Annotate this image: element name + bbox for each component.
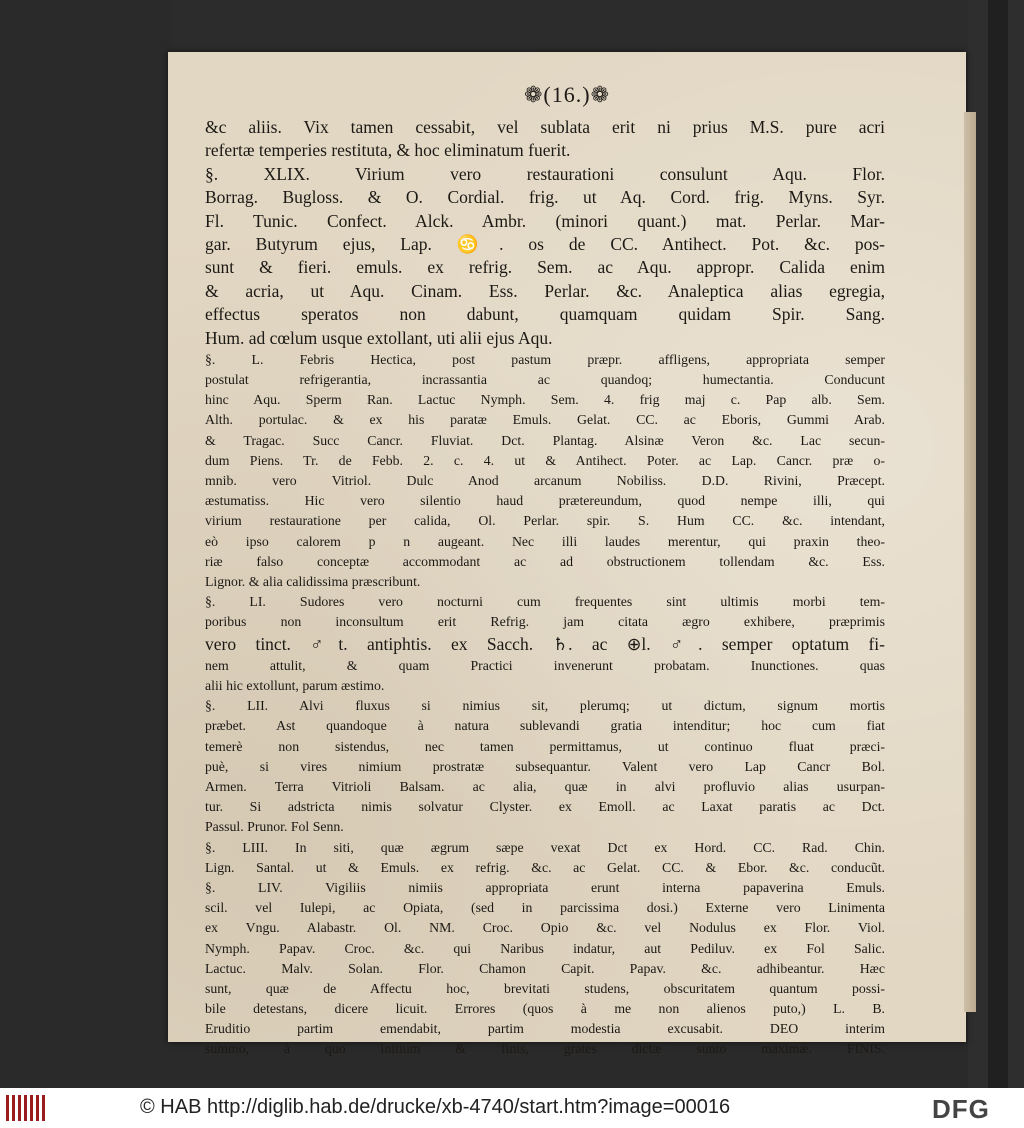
text-line: Lignor. & alia calidissima præscribunt. — [205, 573, 421, 589]
scanner-background-top — [172, 0, 968, 54]
text-line: Eruditio partim emendabit, partim modestia excusabit. DEO interim — [205, 1021, 885, 1037]
scanner-frame — [988, 0, 1008, 1088]
text-line: Borrag. Bugloss. & O. Cordial. frig. ut Aq. Cord. frig. Myns. Syr. — [205, 187, 885, 208]
text-line: postulat refrigerantia, incrassantia ac quandoq; humectantia. Conducunt — [205, 372, 885, 388]
text-line: virium restauratione per calida, Ol. Perlar. spir. S. Hum CC. &c. intendant, — [205, 513, 885, 529]
text-line: §. LIII. In siti, quæ ægrum sæpe vexat Dct ex Hord. CC. Rad. Chin. — [205, 839, 885, 855]
text-line: scil. vel Iulepi, ac Opiata, (sed in parcissima dosi.) Externe vero Linimenta — [205, 900, 885, 916]
text-line: effectus speratos non dabunt, quamquam quidam Spir. Sang. — [205, 304, 885, 325]
text-line: bile detestans, dicere licuit. Errores (quos à me non alienos puto,) L. B. — [205, 1001, 885, 1017]
text-line: & acria, ut Aqu. Cinam. Ess. Perlar. &c. Analeptica alias egregia, — [205, 280, 885, 301]
text-line: §. XLIX. Virium vero restaurationi consulunt Aqu. Flor. — [205, 163, 885, 184]
text-line: Passul. Prunor. Fol Senn. — [205, 819, 344, 835]
text-line: nem attulit, & quam Practici invenerunt probatam. Inunctiones. quas — [205, 657, 885, 673]
text-line: §. L. Febris Hectica, post pastum præpr. affligens, appropriata semper — [205, 351, 885, 367]
text-line: tur. Si adstricta nimis solvatur Clyster. ex Emoll. ac Laxat paratis ac Dct. — [205, 799, 885, 815]
text-line: vero tinct. ♂t. antiphtis. ex Sacch. ♄. ac ⊕l. ♂. semper optatum fi- — [205, 633, 885, 654]
page-number-header: ❁(16.)❁ — [523, 82, 611, 107]
text-line: ex Vngu. Alabastr. Ol. NM. Croc. Opio &c. vel Nodulus ex Flor. Viol. — [205, 920, 885, 936]
text-line: sunt, quæ de Affectu hoc, brevitati studens, obscuritatem quantum possi- — [205, 980, 885, 996]
text-line: præbet. Ast quandoque à natura sublevandi gratia intenditur; hoc cum fiat — [205, 718, 885, 734]
page-text-block — [205, 116, 885, 1060]
text-line: Lactuc. Malv. Solan. Flor. Chamon Capit. Papav. &c. adhibeantur. Hæc — [205, 960, 885, 976]
text-line: & Tragac. Succ Cancr. Fluviat. Dct. Plantag. Alsinæ Veron &c. Lac secun- — [205, 432, 885, 448]
text-line: summo, à quo initium & finis, grates dictæ sunto maximæ. FINIS. — [205, 1041, 885, 1057]
text-line: §. LI. Sudores vero nocturni cum frequentes sint ultimis morbi tem- — [205, 594, 885, 610]
hab-logo-icon — [4, 1092, 46, 1124]
text-line: §. LII. Alvi fluxus si nimius sit, plerumq; ut dictum, signum mortis — [205, 698, 885, 714]
dfg-logo: DFG — [932, 1094, 990, 1124]
text-line: hinc Aqu. Sperm Ran. Lactuc Nymph. Sem. 4. frig maj c. Pap alb. Sem. — [205, 392, 885, 408]
text-line: temerè non sistendus, nec tamen permittamus, ut continuo fluat præci- — [205, 738, 885, 754]
text-line: eò ipso calorem p n augeant. Nec illi laudes merentur, qui praxin theo- — [205, 533, 885, 549]
text-line: sunt & fieri. emuls. ex refrig. Sem. ac Aqu. appropr. Calida enim — [205, 257, 885, 278]
scanner-background-left — [0, 0, 172, 1088]
text-line: Nymph. Papav. Croc. &c. qui Naribus indatur, aut Pediluv. ex Fol Salic. — [205, 940, 885, 956]
text-line: Alth. portulac. & ex his paratæ Emuls. Gelat. CC. ac Eboris, Gummi Arab. — [205, 412, 885, 428]
text-line: refertæ temperies restituta, & hoc eliminatum fuerit. — [205, 140, 571, 161]
text-line: riæ falso conceptæ accommodant ac ad obstructionem tollendam &c. Ess. — [205, 553, 885, 569]
text-line: gar. Butyrum ejus, Lap. ♋. os de CC. Antihect. Pot. &c. pos- — [205, 233, 885, 254]
text-line: Hum. ad cœlum usque extollant, uti alii ejus Aqu. — [205, 327, 553, 348]
text-line: puè, si vires nimium prostratæ subsequantur. Valent vero Lap Cancr Bol. — [205, 758, 885, 774]
text-line: dum Piens. Tr. de Febb. 2. c. 4. ut & Antihect. Poter. ac Lap. Cancr. præ o- — [205, 452, 885, 468]
text-line: Fl. Tunic. Confect. Alck. Ambr. (minori quant.) mat. Perlar. Mar- — [205, 210, 885, 231]
text-line: alii hic extollunt, parum æstimo. — [205, 678, 385, 694]
text-line: &c aliis. Vix tamen cessabit, vel sublata erit ni prius M.S. pure acri — [205, 117, 885, 137]
copyright-url: © HAB http://diglib.hab.de/drucke/xb-4740/start.htm?image=00016 — [140, 1096, 731, 1118]
text-line: §. LIV. Vigiliis nimiis appropriata erunt interna papaverina Emuls. — [205, 879, 885, 895]
text-line: Armen. Terra Vitrioli Balsam. ac alia, quæ in alvi profluvio alias usurpan- — [205, 779, 885, 795]
text-line: mnib. vero Vitriol. Dulc Anod arcanum Nobiliss. D.D. Rivini, Præcept. — [205, 473, 885, 489]
text-line: Lign. Santal. ut & Emuls. ex refrig. &c. ac Gelat. CC. & Ebor. &c. conducũt. — [205, 859, 885, 875]
page-edge — [964, 112, 976, 1012]
text-line: poribus non inconsultum erit Refrig. jam citata ægro exhibere, præprimis — [205, 614, 885, 630]
text-line: æstumatiss. Hic vero silentio haud prætereundum, quod nempe illi, qui — [205, 493, 885, 509]
footer-bar — [0, 1088, 1024, 1128]
